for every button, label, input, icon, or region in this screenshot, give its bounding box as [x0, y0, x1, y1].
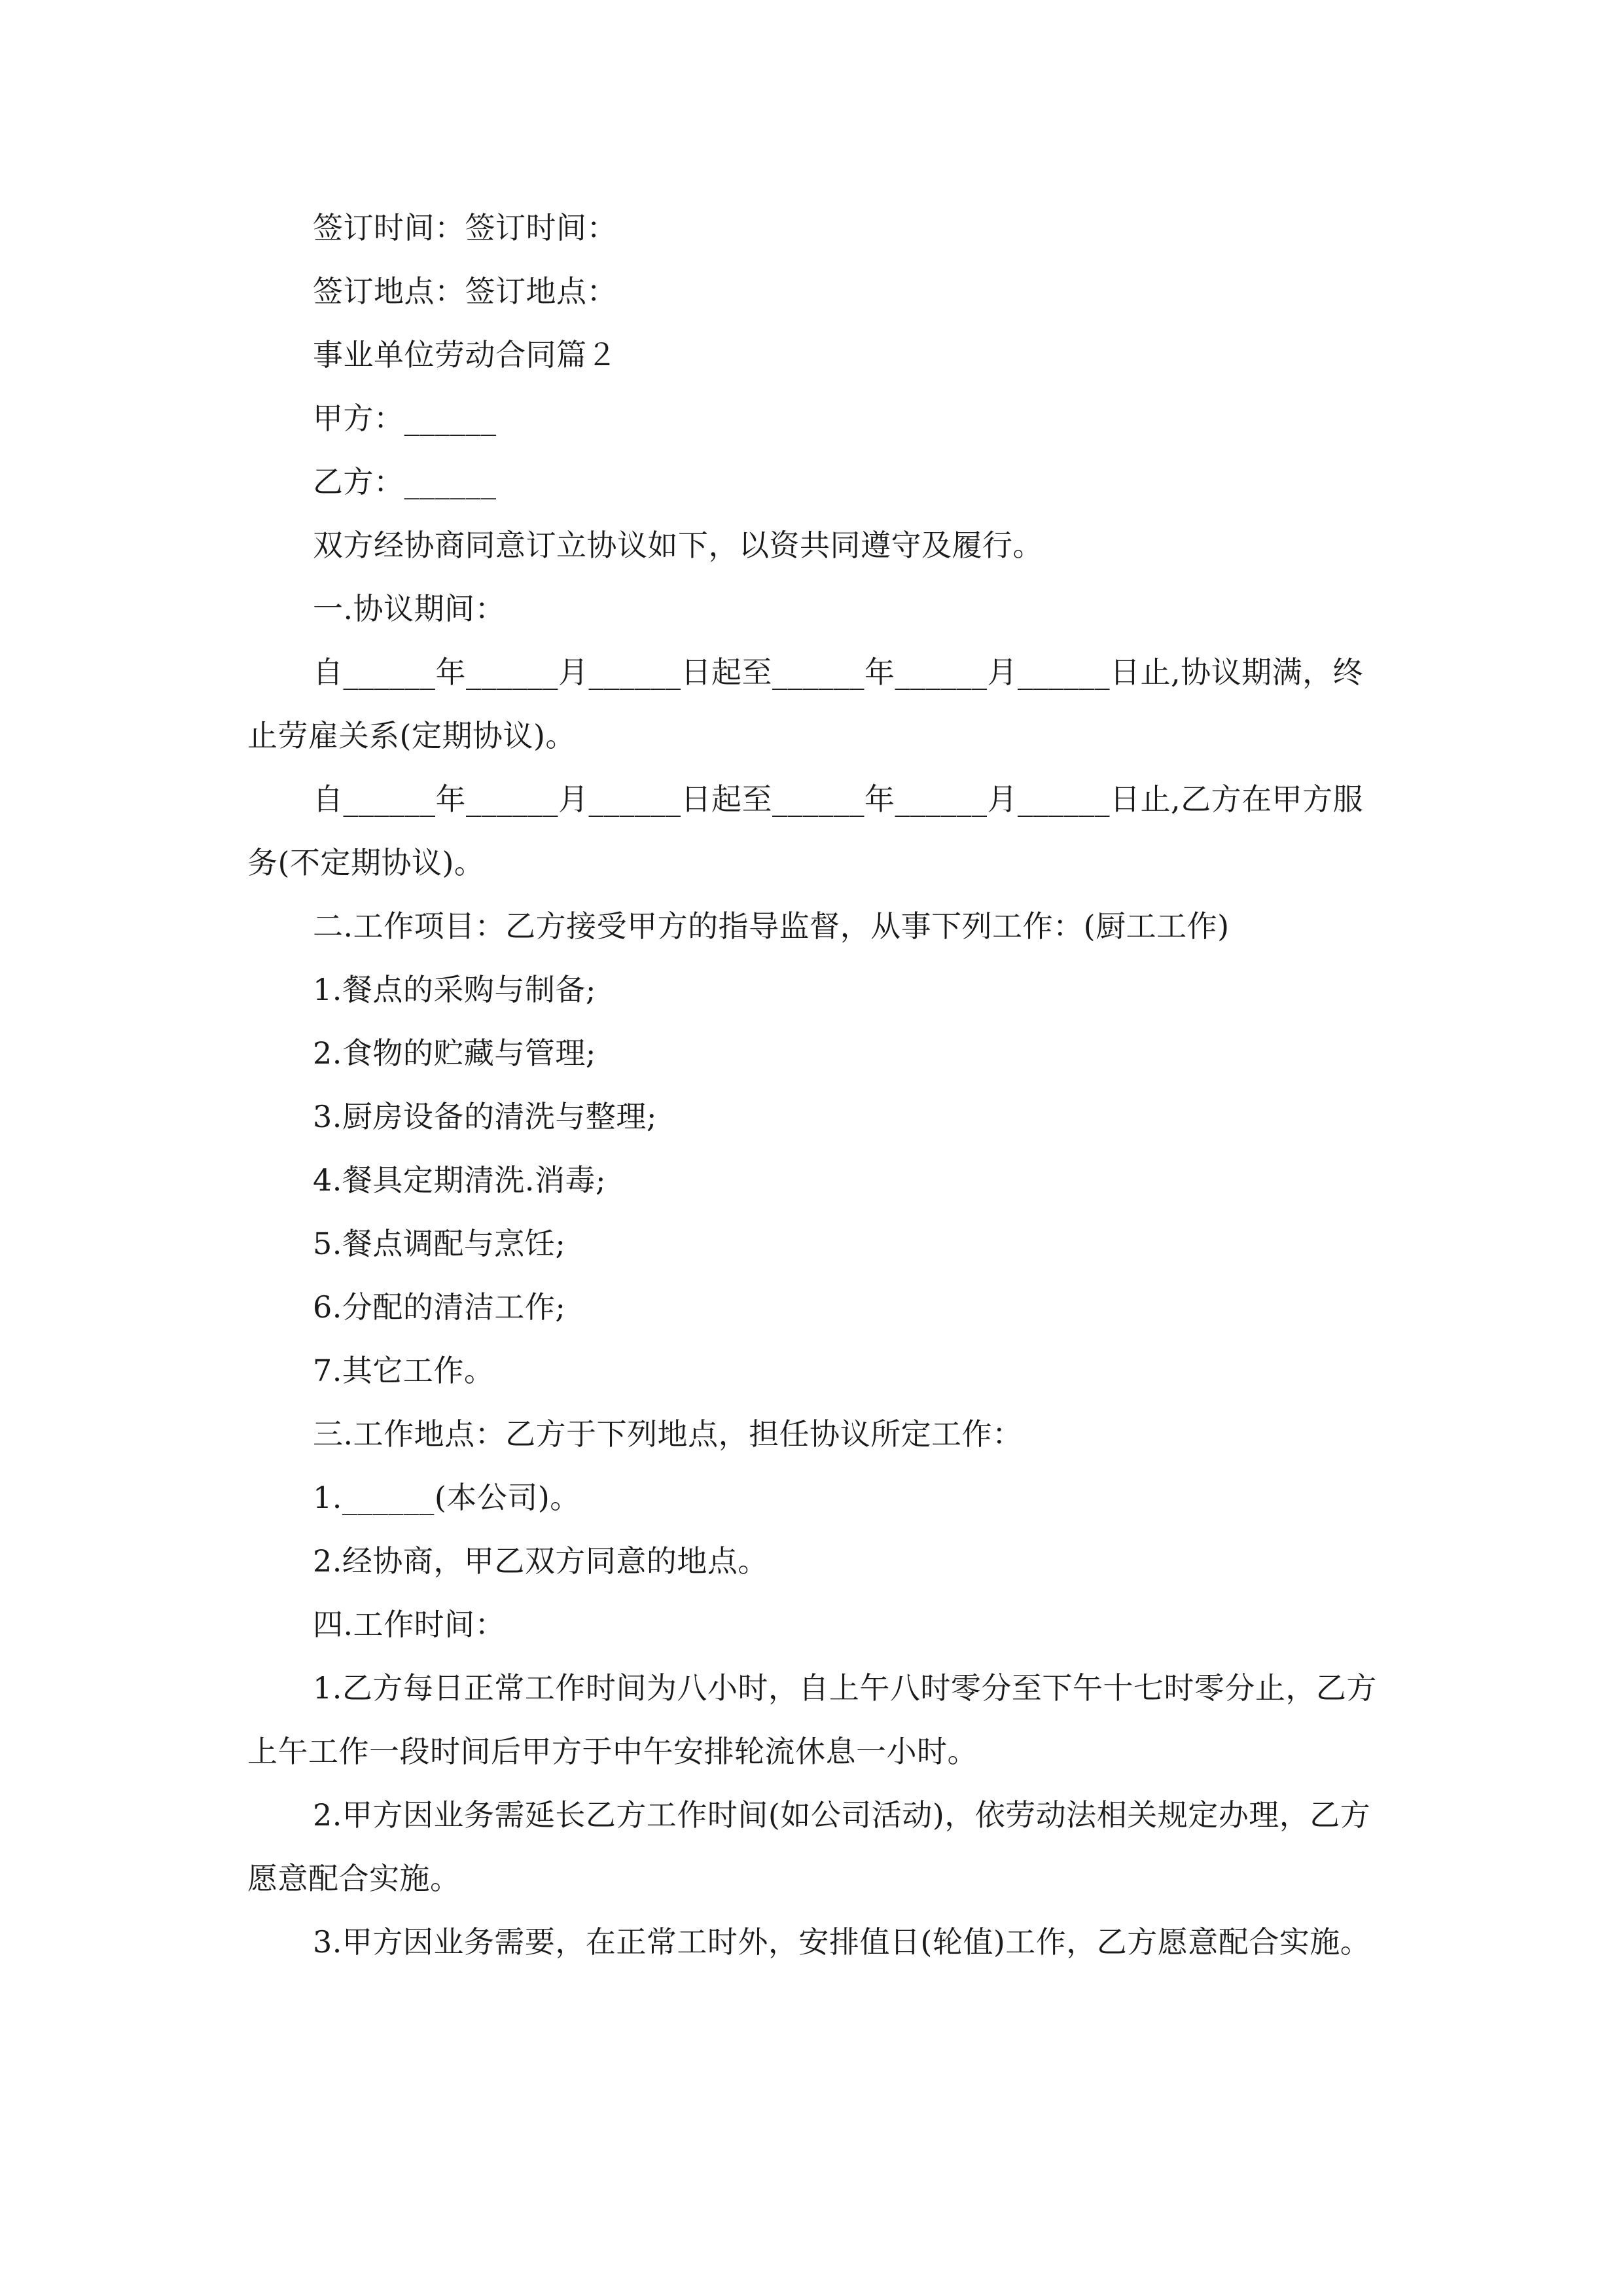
clause-1-fixed-term: 自______年______月______日起至______年______月______日止,协议期满，终止劳雇关系(定期协议)。	[247, 655, 1364, 753]
signing-place-line: 签订地点：签订地点：	[313, 274, 617, 309]
clause-2-item-6: 6.分配的清洁工作;	[313, 1289, 566, 1325]
clause-2-item-4: 4.餐具定期清洗.消毒;	[313, 1162, 607, 1198]
clause-2-item-2: 2.食物的贮藏与管理;	[313, 1035, 596, 1071]
clause-1-open-term: 自______年______月______日起至______年______月______日止,乙方在甲方服务(不定期协议)。	[247, 781, 1364, 880]
clause-2-item-7: 7.其它工作。	[313, 1353, 495, 1388]
document-body	[247, 196, 1383, 1974]
clause-3-heading: 三.工作地点：乙方于下列地点，担任协议所定工作：	[313, 1416, 1023, 1452]
clause-3-item-2: 2.经协商，甲乙双方同意的地点。	[313, 1543, 768, 1579]
clause-3-item-1: 1.______(本公司)。	[313, 1480, 580, 1515]
clause-4-heading: 四.工作时间：	[313, 1607, 506, 1642]
clause-2-item-5: 5.餐点调配与烹饪;	[313, 1226, 566, 1261]
clause-2-heading: 二.工作项目：乙方接受甲方的指导监督，从事下列工作：(厨工工作)	[313, 908, 1230, 944]
clause-4-item-3: 3.甲方因业务需要，在正常工时外，安排值日(轮值)工作，乙方愿意配合实施。	[313, 1924, 1371, 1960]
signing-time-line: 签订时间：签订时间：	[313, 210, 617, 245]
clause-4-item-2: 2.甲方因业务需延长乙方工作时间(如公司活动)，依劳动法相关规定办理，乙方愿意配合实施。	[247, 1797, 1371, 1896]
party-b-line: 乙方：______	[313, 464, 497, 499]
clause-2-item-3: 3.厨房设备的清洗与整理;	[313, 1099, 657, 1134]
contract-section-title: 事业单位劳动合同篇２	[313, 337, 617, 372]
party-a-line: 甲方：______	[313, 401, 497, 436]
clause-1-heading: 一.协议期间：	[313, 591, 506, 626]
clause-4-item-1: 1.乙方每日正常工作时间为八小时，自上午八时零分至下午十七时零分止，乙方上午工作一段时间后甲方于中午安排轮流休息一小时。	[247, 1670, 1377, 1769]
clause-2-item-1: 1.餐点的采购与制备;	[313, 972, 596, 1007]
agreement-intro: 双方经协商同意订立协议如下，以资共同遵守及履行。	[313, 528, 1043, 563]
